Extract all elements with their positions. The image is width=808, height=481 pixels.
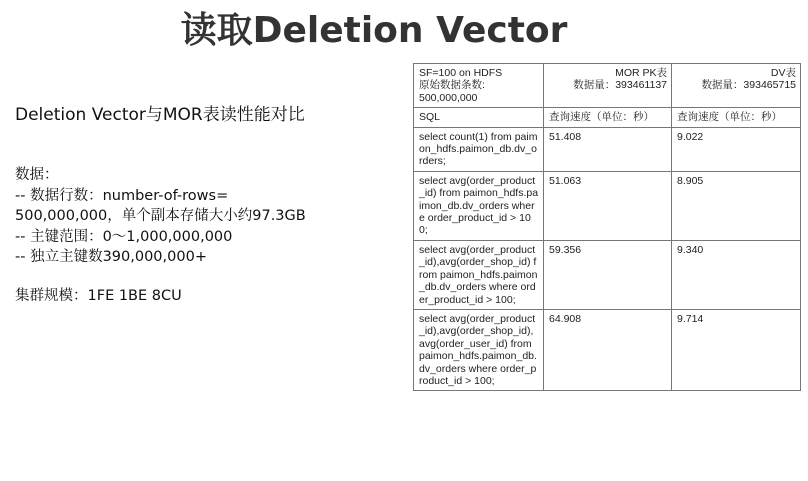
sql-cell: select avg(order_product_id),avg(order_shop_id) from paimon_hdfs.paimon_db.dv_orders where order_product_id > 100; bbox=[414, 240, 544, 309]
sql-cell: select count(1) from paimon_hdfs.paimon_db.dv_orders; bbox=[414, 127, 544, 171]
mor-time-cell: 51.063 bbox=[544, 171, 672, 240]
data-line-size: 500,000,000，单个副本存储大小约97.3GB bbox=[15, 208, 306, 224]
header-dataset-line: 原始数据条数: bbox=[419, 79, 485, 92]
dv-time-cell: 9.714 bbox=[672, 309, 801, 390]
header-dataset-cell bbox=[414, 64, 544, 108]
header-dataset-line: SF=100 on HDFS bbox=[419, 67, 503, 79]
sql-cell: select avg(order_product_id) from paimon_hdfs.paimon_db.dv_orders where order_product_id > 100; bbox=[414, 171, 544, 240]
header-mor-size: 数据量：393461137 bbox=[573, 79, 667, 92]
mor-time-cell: 59.356 bbox=[544, 240, 672, 309]
header-dv-name: DV表 bbox=[770, 67, 796, 79]
subheader-dv-speed: 查询速度（单位：秒） bbox=[672, 108, 801, 127]
mor-time-cell: 51.408 bbox=[544, 127, 672, 171]
data-line-unique-keys: -- 独立主键数390,000,000+ bbox=[15, 249, 207, 265]
table-header-row bbox=[414, 64, 801, 108]
header-mor-name: MOR PK表 bbox=[615, 67, 667, 79]
table-row bbox=[414, 127, 801, 171]
mor-time-cell: 64.908 bbox=[544, 309, 672, 390]
dv-time-cell: 9.340 bbox=[672, 240, 801, 309]
slide-title: 读取Deletion Vector bbox=[180, 10, 568, 51]
data-description bbox=[15, 165, 306, 268]
header-dv-size: 数据量：393465715 bbox=[701, 79, 796, 92]
table-row bbox=[414, 309, 801, 390]
data-heading: 数据： bbox=[15, 167, 59, 183]
table-subheader-row bbox=[414, 108, 801, 127]
sql-cell: select avg(order_product_id),avg(order_shop_id),avg(order_user_id) from paimon_hdfs.paimon_db.dv_orders where order_product_id > 100; bbox=[414, 309, 544, 390]
data-line-key-range: -- 主键范围：0～1,000,000,000 bbox=[15, 228, 233, 245]
performance-table bbox=[413, 63, 801, 391]
data-line-rows: -- 数据行数：number-of-rows= bbox=[15, 187, 229, 204]
dv-time-cell: 9.022 bbox=[672, 127, 801, 171]
table-row bbox=[414, 240, 801, 309]
subheader-sql: SQL bbox=[414, 108, 544, 127]
dv-time-cell: 8.905 bbox=[672, 171, 801, 240]
cluster-spec: 集群规模：1FE 1BE 8CU bbox=[15, 288, 182, 304]
subheader-mor-speed: 查询速度（单位：秒） bbox=[544, 108, 672, 127]
comparison-subtitle: Deletion Vector与MOR表读性能对比 bbox=[15, 105, 305, 125]
header-dataset-line: 500,000,000 bbox=[419, 91, 478, 104]
header-mor-cell bbox=[544, 64, 672, 108]
header-dv-cell bbox=[672, 64, 801, 108]
table-row bbox=[414, 171, 801, 240]
